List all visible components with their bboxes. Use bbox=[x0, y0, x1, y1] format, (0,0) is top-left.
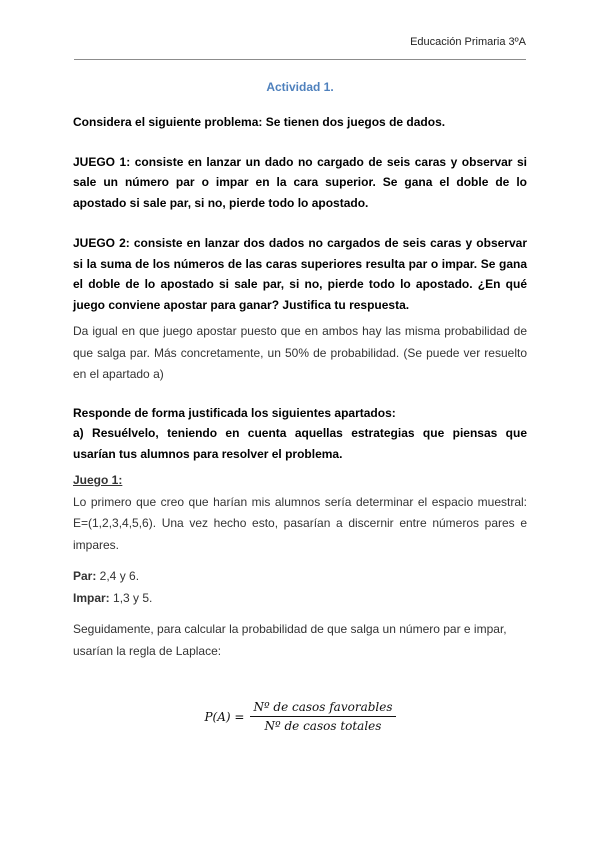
problem-intro: Considera el siguiente problema: Se tienen dos juegos de dados. bbox=[73, 115, 446, 129]
par-line bbox=[73, 566, 527, 588]
formula-denominator: Nº de casos totales bbox=[264, 719, 382, 733]
impar-line bbox=[73, 588, 527, 610]
impar-values: 1,3 y 5. bbox=[109, 590, 153, 605]
formula-lhs: P(A) = bbox=[204, 709, 245, 724]
juego2-statement: JUEGO 2: consiste en lanzar dos dados no cargados de seis caras y observar si la suma de los números de las caras superiores resulta par o impar. Se gana el doble de lo apostado si sale par, si no, pierde todo lo apostado. ¿En qué juego conviene apostar para ganar? Justifica tu respuesta. bbox=[73, 236, 527, 312]
document-body bbox=[73, 80, 527, 733]
formula-fraction bbox=[250, 700, 395, 733]
laplace-formula bbox=[73, 700, 527, 733]
juego1-heading: Juego 1: bbox=[73, 473, 123, 487]
par-label: Par: bbox=[73, 569, 97, 583]
juego1-explanation: Lo primero que creo que harían mis alumnos sería determinar el espacio muestral: E=(1,2,3,4,5,6). Una vez hecho esto, pasarían a discernir entre números pares e impares. bbox=[73, 494, 527, 552]
formula-numerator: Nº de casos favorables bbox=[250, 700, 395, 717]
laplace-intro: Seguidamente, para calcular la probabilidad de que salga un número par e impar, usarían la regla de Laplace: bbox=[73, 622, 507, 658]
juego1-statement: JUEGO 1: consiste en lanzar un dado no cargado de seis caras y observar si sale un número par o impar en la cara superior. Se gana el doble de lo apostado si sale par, si no, pierde todo lo apostado. bbox=[73, 154, 527, 210]
part-a-statement: a) Resuélvelo, teniendo en cuenta aquellas estrategias que piensas que usarían tus alumnos para resolver el problema. bbox=[73, 426, 527, 461]
activity-title: Actividad 1. bbox=[266, 80, 334, 94]
par-values: 2,4 y 6. bbox=[96, 569, 140, 583]
header-divider bbox=[74, 59, 526, 60]
answer-paragraph: Da igual en que juego apostar puesto que en ambos hay las misma probabilidad de que salga par. Más concretamente, un 50% de probabilidad. (Se puede ver resuelto en el apartado a) bbox=[73, 324, 527, 381]
instructions: Responde de forma justificada los siguientes apartados: bbox=[73, 405, 396, 420]
impar-label: Impar: bbox=[73, 590, 110, 605]
page-header: Educación Primaria 3ºA bbox=[410, 36, 526, 48]
